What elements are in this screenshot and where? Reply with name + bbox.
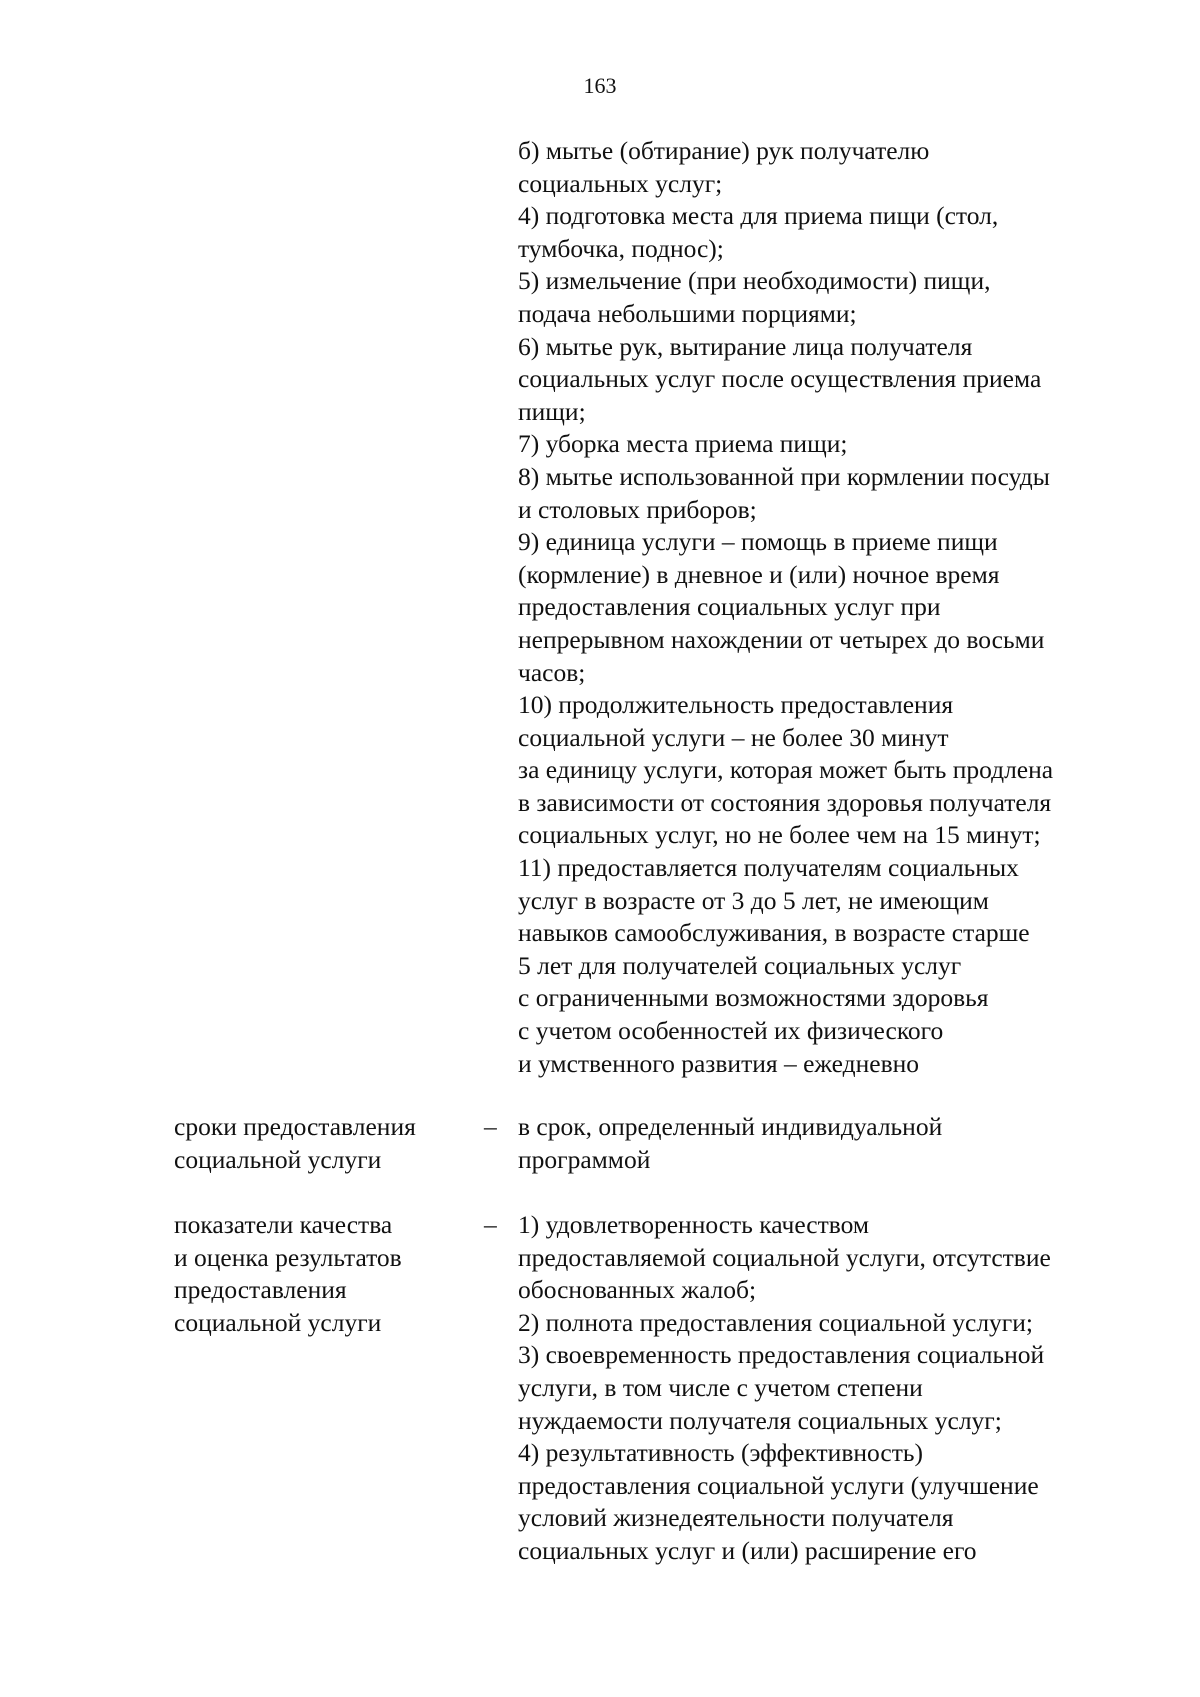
text-line: навыков самообслуживания, в возрасте старше <box>518 918 1030 948</box>
value-line: обоснованных жалоб; <box>518 1275 757 1305</box>
value-line: 3) своевременность предоставления социальной <box>518 1340 1045 1370</box>
label-line: сроки предоставления <box>174 1112 416 1141</box>
text-line: с учетом особенностей их физического <box>518 1016 944 1046</box>
value-line: предоставляемой социальной услуги, отсутствие <box>518 1242 1051 1272</box>
text-line: подача небольшими порциями; <box>518 298 857 328</box>
service-description-continued <box>518 135 1053 1080</box>
text-line: услуг в возрасте от 3 до 5 лет, не имеющим <box>518 885 989 915</box>
value-line: в срок, определенный индивидуальной <box>518 1112 943 1141</box>
value-line: нуждаемости получателя социальных услуг; <box>518 1405 1002 1435</box>
text-line: 11) предоставляется получателям социальных <box>518 853 1019 883</box>
value-line: программой <box>518 1144 651 1174</box>
label-line: показатели качества <box>174 1210 393 1239</box>
text-line: и столовых приборов; <box>518 494 757 524</box>
value-line: 2) полнота предоставления социальной услуги; <box>518 1307 1033 1337</box>
text-line: предоставления социальных услуг при <box>518 592 941 622</box>
text-line: часов; <box>518 657 586 687</box>
deadlines-value <box>518 1111 942 1176</box>
label-line: и оценка результатов <box>174 1242 402 1272</box>
text-line: непрерывном нахождении от четырех до восьми <box>518 624 1045 654</box>
text-line: с ограниченными возможностями здоровья <box>518 983 989 1013</box>
text-line: тумбочка, поднос); <box>518 233 724 263</box>
label-line: социальной услуги <box>174 1307 382 1337</box>
value-line: условий жизнедеятельности получателя <box>518 1503 954 1533</box>
value-line: 1) удовлетворенность качеством <box>518 1210 870 1239</box>
value-line: социальных услуг и (или) расширение его <box>518 1535 977 1565</box>
quality-label <box>174 1209 474 1339</box>
text-line: социальных услуг после осуществления приема <box>518 364 1042 394</box>
text-line: в зависимости от состояния здоровья получателя <box>518 787 1052 817</box>
text-line: б) мытье (обтирание) рук получателю <box>518 136 930 165</box>
text-line: за единицу услуги, которая может быть продлена <box>518 755 1054 785</box>
text-line: и умственного развития – ежедневно <box>518 1048 920 1078</box>
deadlines-label <box>174 1111 474 1176</box>
label-line: социальной услуги <box>174 1144 382 1174</box>
quality-value <box>518 1209 1051 1568</box>
text-line: 6) мытье рук, вытирание лица получателя <box>518 331 973 361</box>
text-line: социальных услуг, но не более чем на 15 минут; <box>518 820 1041 850</box>
text-line: социальных услуг; <box>518 168 723 198</box>
page-number: 163 <box>583 73 617 98</box>
dash-separator: – <box>484 1210 497 1239</box>
dash-separator: – <box>484 1112 497 1141</box>
text-line: 7) уборка места приема пищи; <box>518 429 848 459</box>
value-line: предоставления социальной услуги (улучшение <box>518 1470 1039 1500</box>
text-line: 4) подготовка места для приема пищи (стол, <box>518 201 999 231</box>
value-line: 4) результативность (эффективность) <box>518 1438 923 1468</box>
text-line: 5 лет для получателей социальных услуг <box>518 950 962 980</box>
text-line: 9) единица услуги – помощь в приеме пищи <box>518 527 998 557</box>
text-line: пищи; <box>518 396 586 426</box>
text-line: 5) измельчение (при необходимости) пищи, <box>518 266 991 296</box>
text-line: 8) мытье использованной при кормлении посуды <box>518 461 1050 491</box>
value-line: услуги, в том числе с учетом степени <box>518 1372 923 1402</box>
text-line: (кормление) в дневное и (или) ночное время <box>518 559 1000 589</box>
label-line: предоставления <box>174 1275 347 1305</box>
text-line: социальной услуги – не более 30 минут <box>518 722 949 752</box>
text-line: 10) продолжительность предоставления <box>518 690 954 720</box>
